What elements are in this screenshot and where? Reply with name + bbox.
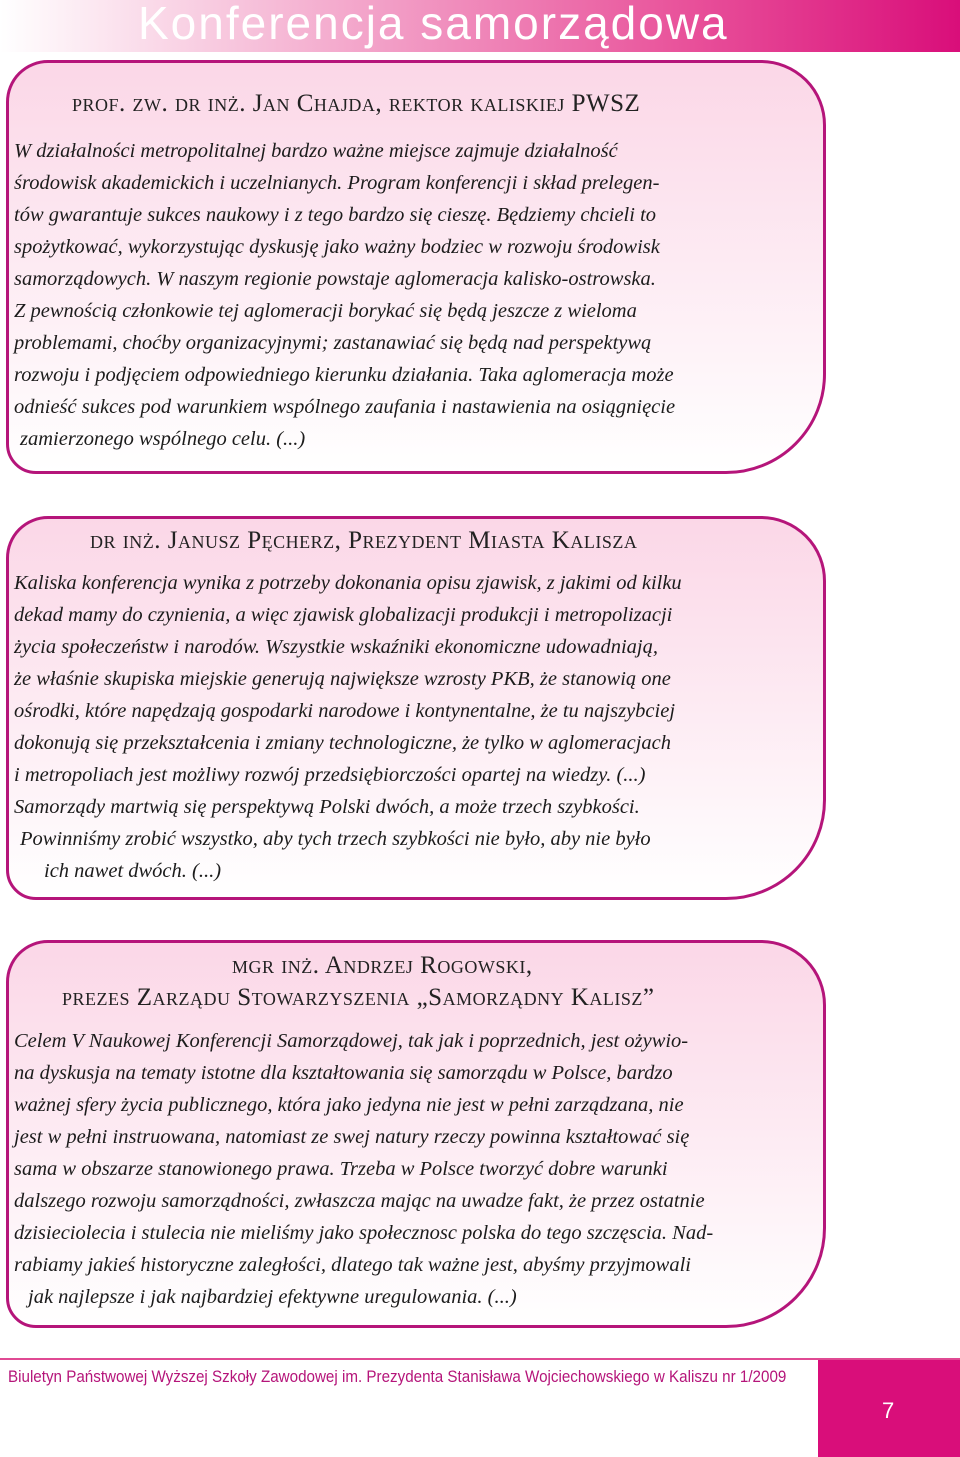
paragraph-line: problemami, choćby organizacyjnymi; zastanawiać się będą nad perspektywą (14, 332, 652, 354)
section-heading-rogowski-name: mgr inż. Andrzej Rogowski, (232, 952, 533, 979)
footer-publication: Biuletyn Państwowej Wyższej Szkoły Zawodowej im. Prezydenta Stanisława Wojciechowskiego w Kaliszu nr 1/2009 (8, 1368, 787, 1386)
paragraph-line: na dyskusja na tematy istotne dla kształtowania się samorządu w Polsce, bardzo (14, 1062, 673, 1084)
paragraph-line: samorządowych. W naszym regionie powstaje aglomeracja kalisko-ostrowska. (14, 268, 656, 290)
paragraph-line: jest w pełni instruowana, natomiast ze swej natury rzeczy powinna kształtować się (14, 1126, 690, 1148)
paragraph-line: W działalności metropolitalnej bardzo ważne miejsce zajmuje działalność (14, 140, 618, 162)
section-heading-rogowski-title: prezes Zarządu Stowarzyszenia „Samorządny Kalisz” (62, 984, 655, 1011)
paragraph-line: zamierzonego wspólnego celu. (...) (20, 428, 306, 450)
paragraph-line: Kaliska konferencja wynika z potrzeby dokonania opisu zjawisk, z jakimi od kilku (14, 572, 682, 594)
paragraph-line: dokonują się przekształcenia i zmiany technologiczne, że tylko w aglomeracjach (14, 732, 672, 754)
paragraph-line: środowisk akademickich i uczelnianych. Program konferencji i skład prelegen- (14, 172, 660, 194)
paragraph-line: Samorządy martwią się perspektywą Polski dwóch, a może trzech szybkości. (14, 796, 640, 818)
paragraph-line: spożytkować, wykorzystując dyskusję jako ważny bodziec w rozwoju środowisk (14, 236, 660, 258)
footer-rule (0, 1358, 960, 1360)
page-number: 7 (882, 1398, 895, 1423)
paragraph-line: jak najlepsze i jak najbardziej efektywne uregulowania. (...) (28, 1286, 517, 1308)
paragraph-line: Z pewnością członkowie tej aglomeracji borykać się będą jeszcze z wieloma (14, 300, 637, 322)
paragraph-line: dzisieciolecia i stulecia nie mieliśmy jako społecznosc polska do tego szczęscia. Nad- (14, 1222, 714, 1244)
paragraph-line: rabiamy jakieś historyczne zaległości, dlatego tak ważne jest, abyśmy przyjmowali (14, 1254, 691, 1276)
section-heading-pecherz: dr inż. Janusz Pęcherz, Prezydent Miasta Kalisza (90, 527, 638, 554)
paragraph-line: że właśnie skupiska miejskie generują największe wzrosty PKB, że stanowią one (14, 668, 671, 690)
paragraph-line: ośrodki, które napędzają gospodarki narodowe i kontynentalne, że tu najszybciej (14, 700, 676, 722)
paragraph-line: i metropoliach jest możliwy rozwój przedsiębiorczości opartej na wiedzy. (...) (14, 764, 646, 786)
paragraph-line: dekad mamy do czynienia, a więc zjawisk globalizacji produkcji i metropolizacji (14, 604, 673, 626)
paragraph-line: dalszego rozwoju samorządności, zwłaszcza mając na uwadze fakt, że przez ostatnie (14, 1190, 705, 1212)
paragraph-line: sama w obszarze stanowionego prawa. Trzeba w Polsce tworzyć dobre warunki (14, 1158, 668, 1180)
paragraph-line: ich nawet dwóch. (...) (44, 860, 222, 882)
paragraph-line: życia społeczeństw i narodów. Wszystkie wskaźniki ekonomiczne udowadniają, (14, 636, 658, 658)
paragraph-line: tów gwarantuje sukces naukowy i z tego bardzo się cieszę. Będziemy chcieli to (14, 204, 657, 226)
page-title: Konferencja samorządowa (138, 0, 729, 49)
paragraph-line: rozwoju i podjęciem odpowiedniego kierunku działania. Taka aglomeracja może (14, 364, 674, 386)
paragraph-line: Powinniśmy zrobić wszystko, aby tych trzech szybkości nie było, aby nie było (20, 828, 651, 850)
paragraph-line: Celem V Naukowej Konferencji Samorządowej, tak jak i poprzednich, jest ożywio- (14, 1030, 689, 1052)
paragraph-line: odnieść sukces pod warunkiem wspólnego zaufania i nastawienia na osiągnięcie (14, 396, 676, 418)
paragraph-line: ważnej sfery życia publicznego, która jako jedyna nie jest w pełni zarządzana, nie (14, 1094, 684, 1116)
section-heading-chajda: prof. zw. dr inż. Jan Chajda, rektor kaliskiej PWSZ (72, 90, 641, 117)
